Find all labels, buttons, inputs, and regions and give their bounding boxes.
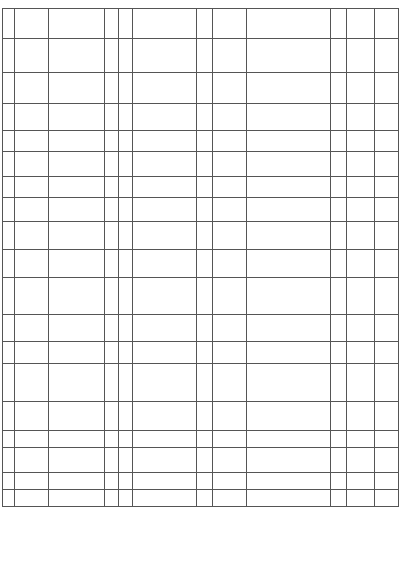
table-cell-findings	[133, 222, 197, 250]
table-cell-extra	[375, 198, 399, 222]
table-cell-category	[119, 73, 133, 104]
table-cell-district	[105, 39, 119, 73]
table-cell-accountability	[347, 431, 375, 448]
table-row	[3, 431, 399, 448]
table-row	[3, 402, 399, 431]
table-cell-extra	[375, 315, 399, 342]
table-cell-verified	[197, 448, 213, 473]
table-cell-verified	[197, 222, 213, 250]
table-row	[3, 152, 399, 177]
table-cell-accountability	[347, 490, 375, 507]
table-cell-complaint	[49, 490, 105, 507]
table-cell-findings	[133, 490, 197, 507]
table-cell-district	[105, 402, 119, 431]
table-cell-verified	[197, 131, 213, 152]
table-cell-index	[3, 250, 15, 278]
table-cell-index	[3, 104, 15, 131]
table-cell-ref_code	[15, 198, 49, 222]
table-cell-accountability	[347, 473, 375, 490]
table-cell-status	[331, 402, 347, 431]
table-cell-handling	[247, 364, 331, 402]
table-row	[3, 222, 399, 250]
table-cell-district	[105, 131, 119, 152]
table-row	[3, 104, 399, 131]
table-cell-handling	[247, 448, 331, 473]
table-cell-extra	[375, 490, 399, 507]
table-cell-extra	[375, 131, 399, 152]
table-cell-index	[3, 131, 15, 152]
table-cell-category	[119, 342, 133, 364]
table-cell-conclusion	[213, 131, 247, 152]
table-cell-complaint	[49, 104, 105, 131]
table-row	[3, 278, 399, 315]
table-cell-findings	[133, 342, 197, 364]
table-cell-extra	[375, 104, 399, 131]
table-cell-index	[3, 342, 15, 364]
table-cell-ref_code	[15, 222, 49, 250]
table-cell-status	[331, 39, 347, 73]
table-cell-verified	[197, 73, 213, 104]
table-cell-verified	[197, 152, 213, 177]
table-cell-category	[119, 278, 133, 315]
table-cell-verified	[197, 39, 213, 73]
table-cell-index	[3, 315, 15, 342]
table-cell-handling	[247, 73, 331, 104]
table-cell-conclusion	[213, 222, 247, 250]
table-cell-extra	[375, 152, 399, 177]
table-cell-verified	[197, 431, 213, 448]
table-cell-verified	[197, 342, 213, 364]
table-cell-category	[119, 250, 133, 278]
table-row	[3, 364, 399, 402]
table-cell-ref_code	[15, 131, 49, 152]
table-cell-status	[331, 73, 347, 104]
table-cell-complaint	[49, 222, 105, 250]
table-cell-district	[105, 364, 119, 402]
table-cell-complaint	[49, 152, 105, 177]
table-cell-handling	[247, 177, 331, 198]
table-cell-index	[3, 152, 15, 177]
table-row	[3, 73, 399, 104]
table-cell-conclusion	[213, 490, 247, 507]
table-cell-district	[105, 315, 119, 342]
table-cell-conclusion	[213, 402, 247, 431]
table-cell-handling	[247, 431, 331, 448]
table-cell-district	[105, 342, 119, 364]
table-cell-findings	[133, 278, 197, 315]
table-cell-district	[105, 177, 119, 198]
table-cell-status	[331, 448, 347, 473]
table-cell-complaint	[49, 177, 105, 198]
table-cell-verified	[197, 104, 213, 131]
column-header-conclusion	[213, 9, 247, 39]
table-cell-category	[119, 431, 133, 448]
table-row	[3, 473, 399, 490]
table-cell-index	[3, 39, 15, 73]
table-row	[3, 131, 399, 152]
table-cell-category	[119, 448, 133, 473]
table-row	[3, 198, 399, 222]
table-cell-district	[105, 73, 119, 104]
table-cell-findings	[133, 315, 197, 342]
table-cell-status	[331, 431, 347, 448]
column-header-verified	[197, 9, 213, 39]
table-cell-category	[119, 177, 133, 198]
table-cell-accountability	[347, 448, 375, 473]
table-cell-verified	[197, 250, 213, 278]
table-cell-complaint	[49, 278, 105, 315]
table-cell-complaint	[49, 364, 105, 402]
table-cell-index	[3, 490, 15, 507]
table-cell-district	[105, 448, 119, 473]
table-row	[3, 342, 399, 364]
table-cell-conclusion	[213, 473, 247, 490]
table-cell-findings	[133, 198, 197, 222]
table-cell-status	[331, 364, 347, 402]
table-cell-category	[119, 473, 133, 490]
table-cell-findings	[133, 131, 197, 152]
table-cell-ref_code	[15, 104, 49, 131]
table-cell-conclusion	[213, 198, 247, 222]
table-cell-index	[3, 364, 15, 402]
table-cell-verified	[197, 177, 213, 198]
table-cell-findings	[133, 250, 197, 278]
table-cell-district	[105, 198, 119, 222]
table-cell-status	[331, 104, 347, 131]
table-cell-ref_code	[15, 73, 49, 104]
table-cell-status	[331, 152, 347, 177]
table-cell-extra	[375, 402, 399, 431]
table-cell-extra	[375, 431, 399, 448]
table-cell-findings	[133, 448, 197, 473]
table-cell-ref_code	[15, 402, 49, 431]
table-cell-conclusion	[213, 39, 247, 73]
table-cell-verified	[197, 490, 213, 507]
table-row	[3, 39, 399, 73]
table-cell-district	[105, 250, 119, 278]
table-cell-ref_code	[15, 177, 49, 198]
table-cell-handling	[247, 490, 331, 507]
table-cell-category	[119, 490, 133, 507]
table-cell-complaint	[49, 402, 105, 431]
table-cell-extra	[375, 177, 399, 198]
table-cell-findings	[133, 152, 197, 177]
table-cell-findings	[133, 473, 197, 490]
table-cell-category	[119, 152, 133, 177]
table-cell-handling	[247, 131, 331, 152]
table-cell-ref_code	[15, 315, 49, 342]
table-cell-conclusion	[213, 448, 247, 473]
table-cell-accountability	[347, 315, 375, 342]
table-cell-handling	[247, 402, 331, 431]
table-cell-complaint	[49, 39, 105, 73]
table-cell-ref_code	[15, 448, 49, 473]
table-cell-complaint	[49, 131, 105, 152]
table-cell-district	[105, 473, 119, 490]
table-cell-complaint	[49, 448, 105, 473]
table-cell-accountability	[347, 364, 375, 402]
table-cell-conclusion	[213, 73, 247, 104]
table-cell-accountability	[347, 39, 375, 73]
table-cell-status	[331, 177, 347, 198]
table-cell-verified	[197, 278, 213, 315]
record-table	[2, 8, 399, 507]
table-cell-accountability	[347, 152, 375, 177]
table-cell-ref_code	[15, 490, 49, 507]
table-cell-findings	[133, 431, 197, 448]
table-cell-findings	[133, 104, 197, 131]
table-cell-index	[3, 198, 15, 222]
table-cell-verified	[197, 315, 213, 342]
table-cell-handling	[247, 39, 331, 73]
table-cell-extra	[375, 222, 399, 250]
table-cell-conclusion	[213, 104, 247, 131]
table-cell-district	[105, 222, 119, 250]
table-cell-index	[3, 448, 15, 473]
table-cell-extra	[375, 448, 399, 473]
table-cell-category	[119, 315, 133, 342]
table-cell-ref_code	[15, 342, 49, 364]
table-cell-accountability	[347, 402, 375, 431]
table-row	[3, 250, 399, 278]
table-cell-index	[3, 473, 15, 490]
table-cell-status	[331, 222, 347, 250]
table-cell-accountability	[347, 222, 375, 250]
table-cell-extra	[375, 364, 399, 402]
table-cell-accountability	[347, 342, 375, 364]
table-cell-extra	[375, 73, 399, 104]
table-cell-status	[331, 315, 347, 342]
table-cell-complaint	[49, 315, 105, 342]
table-cell-accountability	[347, 198, 375, 222]
column-header-status	[331, 9, 347, 39]
table-cell-category	[119, 198, 133, 222]
table-cell-verified	[197, 364, 213, 402]
table-cell-accountability	[347, 250, 375, 278]
table-cell-conclusion	[213, 152, 247, 177]
table-cell-complaint	[49, 250, 105, 278]
column-header-category	[119, 9, 133, 39]
table-cell-conclusion	[213, 431, 247, 448]
table-cell-status	[331, 473, 347, 490]
table-body	[3, 39, 399, 507]
table-cell-index	[3, 73, 15, 104]
table-row	[3, 315, 399, 342]
table-cell-accountability	[347, 104, 375, 131]
table-cell-conclusion	[213, 278, 247, 315]
table-cell-extra	[375, 278, 399, 315]
table-cell-ref_code	[15, 431, 49, 448]
table-cell-verified	[197, 198, 213, 222]
table-row	[3, 177, 399, 198]
table-cell-ref_code	[15, 39, 49, 73]
table-cell-handling	[247, 250, 331, 278]
table-cell-handling	[247, 104, 331, 131]
table-cell-conclusion	[213, 364, 247, 402]
table-cell-ref_code	[15, 473, 49, 490]
table-cell-handling	[247, 152, 331, 177]
table-cell-district	[105, 104, 119, 131]
table-cell-findings	[133, 177, 197, 198]
table-cell-conclusion	[213, 342, 247, 364]
table-cell-ref_code	[15, 278, 49, 315]
table-cell-index	[3, 177, 15, 198]
table-cell-extra	[375, 39, 399, 73]
table-cell-index	[3, 278, 15, 315]
table-cell-extra	[375, 250, 399, 278]
table-cell-complaint	[49, 73, 105, 104]
table-cell-findings	[133, 39, 197, 73]
table-cell-handling	[247, 222, 331, 250]
table-cell-category	[119, 104, 133, 131]
table-cell-index	[3, 402, 15, 431]
column-header-district	[105, 9, 119, 39]
table-cell-extra	[375, 342, 399, 364]
table-cell-district	[105, 278, 119, 315]
table-cell-index	[3, 222, 15, 250]
table-cell-category	[119, 402, 133, 431]
column-header-handling	[247, 9, 331, 39]
table-cell-handling	[247, 473, 331, 490]
table-cell-verified	[197, 473, 213, 490]
table-cell-district	[105, 431, 119, 448]
table-header-row	[3, 9, 399, 39]
table-cell-conclusion	[213, 177, 247, 198]
table-cell-handling	[247, 342, 331, 364]
table-cell-ref_code	[15, 364, 49, 402]
table-cell-conclusion	[213, 250, 247, 278]
table-cell-accountability	[347, 177, 375, 198]
table-cell-status	[331, 342, 347, 364]
table-cell-category	[119, 222, 133, 250]
table-cell-findings	[133, 73, 197, 104]
table-row	[3, 448, 399, 473]
table-cell-ref_code	[15, 250, 49, 278]
table-cell-status	[331, 131, 347, 152]
table-cell-complaint	[49, 198, 105, 222]
table-cell-accountability	[347, 131, 375, 152]
table-cell-conclusion	[213, 315, 247, 342]
table-cell-accountability	[347, 278, 375, 315]
column-header-findings	[133, 9, 197, 39]
column-header-complaint	[49, 9, 105, 39]
table-cell-accountability	[347, 73, 375, 104]
column-header-accountability	[347, 9, 375, 39]
table-cell-complaint	[49, 473, 105, 490]
column-header-ref_code	[15, 9, 49, 39]
table-cell-category	[119, 39, 133, 73]
table-cell-status	[331, 278, 347, 315]
table-cell-findings	[133, 402, 197, 431]
table-cell-handling	[247, 315, 331, 342]
table-cell-district	[105, 490, 119, 507]
table-cell-category	[119, 131, 133, 152]
table-cell-findings	[133, 364, 197, 402]
table-cell-complaint	[49, 431, 105, 448]
table-cell-handling	[247, 278, 331, 315]
table-cell-complaint	[49, 342, 105, 364]
table-cell-ref_code	[15, 152, 49, 177]
table-cell-handling	[247, 198, 331, 222]
table-cell-district	[105, 152, 119, 177]
table-cell-verified	[197, 402, 213, 431]
column-header-index	[3, 9, 15, 39]
table-row	[3, 490, 399, 507]
column-header-extra	[375, 9, 399, 39]
table-cell-status	[331, 250, 347, 278]
table-cell-status	[331, 198, 347, 222]
table-cell-category	[119, 364, 133, 402]
table-cell-status	[331, 490, 347, 507]
table-cell-index	[3, 431, 15, 448]
table-cell-extra	[375, 473, 399, 490]
